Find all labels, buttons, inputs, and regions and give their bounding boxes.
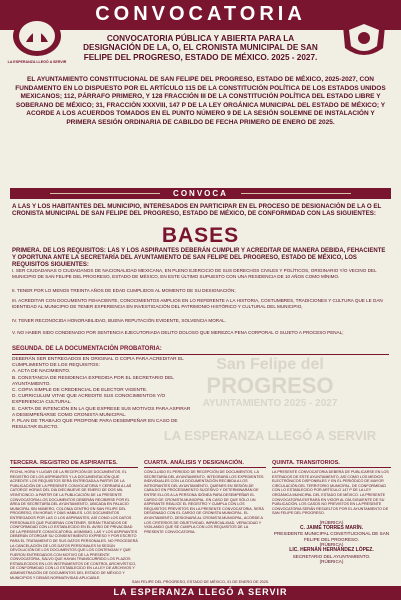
requisito-item: III. ACREDITAR CON DOCUMENTO FEHACIENTE, CONOCIMIENTOS AMPLIOS EN LO REFERENTE A LA HISTORIA, COSTUMBRES, TRADICIONES Y CULTURA QUE LE DAN IDENTIDAD AL MUNICIPIO DE TENER EXPERIENCIA EN INVESTIGACIÓN DEL PATRIMONIO HISTÓRICO Y CULTURAL DEL MUNICIPIO,: [12, 298, 383, 309]
signer-name: LIC. HERNÁN HERNÁNDEZ LÓPEZ.: [289, 546, 374, 553]
bases-columns: [10, 460, 391, 580]
signature-block: [272, 520, 391, 565]
tercera-column: [10, 460, 138, 578]
convoca-label: CONVOCA: [173, 189, 228, 198]
documento-item: B. CONSTANCIA DE RESIDENCIA EXPEDIDA POR EL SECRETARIO DEL AYUNTAMIENTO.: [12, 375, 174, 387]
municipal-logo: [6, 14, 68, 64]
rubrica: (RÚBRICA): [319, 542, 344, 548]
footer-date: SAN FELIPE DEL PROGRESO, ESTADO DE MÉXICO, 01 DE ENERO DE 2025.: [131, 580, 270, 584]
documentos-list: [12, 357, 192, 431]
segunda-title: SEGUNDA. DE LA DOCUMENTACIÓN PROBATORIA:: [12, 346, 162, 352]
primera-base: PRIMERA. DE LOS REQUISITOS: LAS Y LOS ASPIRANTES DEBERÁN CUMPLIR Y ACREDITAR DE MANERA DEBIDA, FEHACIENTE Y OPORTUNA ANTE LA SECRETARÍA DEL AYUNTAMIENTO DE SAN FELIPE DEL PROGRESO, ESTADO DE MÉXICO, LOS REQUISITOS SIGUIENTES:: [12, 248, 386, 269]
documento-item: E. CARTA DE INTENCIÓN EN LA QUE EXPRESE SUS MOTIVOS PARA ASPIRAR A DESEMPEÑARSE COMO CRONISTA MUNICIPAL.: [12, 406, 191, 418]
requisito-item: V. NO HABER SIDO CONDENADO POR SENTENCIA EJECUTORIADA DELITO DOLOSO QUE MEREZCA PENA CORPORAL O SUJETO A PROCESO PENAL;: [12, 330, 344, 335]
page-title: CONVOCATORIA: [95, 3, 306, 25]
logo-caption: LA ESPERANZA LLEGÓ A SERVIR: [7, 60, 67, 64]
watermark: San Felipe del PROGRESO AYUNTAMIENTO 2025 - 2027 LA ESPERANZA LLEGÓ A SERVIR: [163, 356, 377, 443]
tercera-title: TERCERA. REGISTRO DE ASPIRANTES.: [10, 460, 138, 468]
cuarta-text: CONCLUIDO EL PERIODO DE RECEPCIÓN DE DOCUMENTOS, LA SECRETARÍA DEL AYUNTAMIENTO, INTEGRARÁ LOS EXPEDIENTES INDIVIDUALES CON LA DOCUMENTACIÓN RECIBIDA A LOS INTEGRANTES DEL AYUNTAMIENTO, QUIENES EN SESIÓN DE CABILDO EN PROCEDIMIENTO SUCESIVO Y DETERMINARÁN DE ENTRE ELLOS A LA PERSONA IDÓNEA PARA DESEMPEÑAR EL CARGO DE CRONISTA MUNICIPAL. EN CASO DE QUE SÓLO UN ASPIRANTE REALICE EL REGISTRO Y CUMPLA CON LOS REQUISITOS PREVISTOS EN LA PRESENTE CONVOCATORIA, SERÁ DESIGNADO CON EL CARGO DE CRONISTA MUNICIPAL. EL AYUNTAMIENTO, DESIGNARÁ AL CRONISTA MUNICIPAL, ACORDE A LOS CRITERIOS DE OBJETIVIDAD, IMPARCIALIDAD, VERACIDAD Y VIGILANDO QUE SE CUMPLA CON LOS REQUISITOS DE LA PRESENTE CONVOCATORIA.: [144, 470, 264, 534]
cuarta-column: [144, 460, 266, 578]
tercera-text: FECHA, HORA Y LUGAR DE LA RECEPCIÓN DE DOCUMENTOS. EL REGISTRO DE LOS ASPIRANTES Y LA DOCUMENTACIÓN QUE ACREDITE LOS REQUISITOS SERÁ ENTREGADA A PARTIR DE LA PUBLICACIÓN DE LA PRESENTE CONVOCATORIA Y CERRARÁ A LAS CATORCE HORAS DEL DÍA DIECINUEVE DE ENERO DE DOS MIL VEINTICINCO. A PARTIR DE LA PUBLICACIÓN DE LA PRESENTE CONVOCATORIA LOS DOCUMENTOS DEBERÁN RECIBIRSE POR EL ÁREA DE SECRETARÍA DEL AYUNTAMIENTO, UBICADA EN PALACIO MUNICIPAL SIN NÚMERO, COLONIA CENTRO EN SAN FELIPE DEL PROGRESO, EN HORAS Y DÍAS HÁBILES. LOS DOCUMENTOS ENTREGADOS POR LAS O LOS ASPIRANTES, ASÍ COMO LOS DATOS PERSONALES QUE PUDIERAN CONTENER, SERÁN TRATADOS DE CONFORMIDAD CON LO ESTABLECIDO EN EL AVISO DE PRIVACIDAD DE LA PRESENTE CONVOCATORIA. ASIMISMO, LAS Y LOS ASPIRANTES DEBERÁN OTORGAR SU CONSENTIMIENTO EXPRESO Y POR ESCRITO PARA EL TRATAMIENTO DE SUS DATOS PERSONALES. NO PROCEDERÁ LA CANCELACIÓN DE LOS DATOS PERSONALES NI SEGÚN DEVOLUCIÓN DE LOS DOCUMENTOS QUE LOS CONTENGAN Y QUE FUERON ENTREGADOS CON MOTIVO DE LA PRESENTE CONVOCATORIA, SALVO QUE HAYAN TRANSCURRIDO LOS PLAZOS ESTABLECIDOS EN LOS INSTRUMENTOS DE CONTROL ARCHIVÍSTICO, DE CONFORMIDAD CON LO ESTABLECIDO EN LA LEY DE ARCHIVOS Y ADMINISTRACIÓN DE DOCUMENTOS DEL ESTADO DE MÉXICO Y MUNICIPIOS Y DEMÁS NORMATIVIDAD APLICABLE.: [10, 470, 138, 580]
convoca-bar: [10, 188, 391, 199]
quinta-title: QUINTA. TRANSITORIOS.: [272, 460, 391, 468]
signer-role: SECRETARIO DEL AYUNTAMIENTO.: [292, 553, 371, 559]
documento-item: C. COPIA SIMPLE DE CREDENCIAL DE ELECTOR VIGENTE.: [12, 388, 148, 394]
requisito-item: I. SER CIUDADANAS O CIUDADANOS DE NACIONALIDAD MEXICANA, EN PLENO EJERCICIO DE SUS DERECHOS CIVILES Y POLÍTICOS, ORIGINARIO Y/O VECINO DEL MUNICIPIO DE SAN FELIPE DEL PROGRESO, ESTADO DE MÉXICO, EN ESTE ÚLTIMO SUPUESTO CON UNA RESIDENCIA DE 10 AÑOS COMO MÍNIMO.: [12, 268, 377, 279]
rubrica: (RÚBRICA): [319, 519, 344, 525]
divider: [12, 354, 389, 355]
requisito-item: IV. TENER RECONOCIDA HONORABILIDAD, BUENA REPUTACIÓN EVIDENTE, SOLVENCIA MORAL.: [12, 318, 226, 323]
documento-item: F. PLAN DE TRABAJO QUE PROPONE PARA DESEMPEÑAR EN CASO DE RESULTAR ELECTO.: [12, 419, 178, 431]
signer-role: PRESIDENTE MUNICIPAL CONSTITUCIONAL DE SAN FELIPE DEL PROGRESO.: [273, 531, 390, 542]
quinta-column: [272, 460, 391, 578]
segunda-intro: DEBERÁN SER ENTREGADOS EN ORIGINAL O COPIA PARA ACREDITAR EL CUMPLIMIENTO DE LOS REQUISITOS:: [12, 357, 184, 369]
signer-name: C. JAIME TORRES MARÍN.: [300, 524, 363, 531]
footer-slogan: LA ESPERANZA LLEGÓ A SERVIR: [113, 587, 288, 597]
coat-of-arms-logo: [333, 14, 395, 64]
cuarta-title: CUARTA. ANÁLISIS Y DESIGNACIÓN.: [144, 460, 266, 468]
intro-paragraph: EL AYUNTAMIENTO CONSTITUCIONAL DE SAN FELIPE DEL PROGRESO, ESTADO DE MÉXICO, 2025-2027, CON FUNDAMENTO EN LO DISPUESTO POR EL ARTÍCULO 115 DE LA CONSTITUCIÓN POLÍTICA DE LOS ESTADOS UNIDOS MEXICANOS; 112, PÁRRAFO PRIMERO, Y 128 FRACCIÓN III DE LA CONSTITUCIÓN POLÍTICA DEL ESTADO LIBRE Y SOBERANO DE MÉXICO; 31, FRACCIÓN XXXVIII, 147 P DE LA LEY ORGÁNICA MUNICIPAL DEL ESTADO DE MÉXICO; Y ACORDE A LOS ACUERDOS TOMADOS EN EL PUNTO NÚMERO 9 DE LA SESIÓN SOLEMNE DE INSTALACIÓN Y PRIMERA SESIÓN ORDINARIA DE CABILDO DE FECHA PRIMERO DE ENERO DE 2025.: [15, 76, 386, 126]
documento-item: A. ACTA DE NACIMIENTO.: [12, 369, 71, 375]
documento-item: D. CURRICULUM VITAE QUE ACREDITE SUS CONOCIMIENTOS Y/O EXPERIENCIA CULTURAL.: [12, 394, 166, 406]
bases-title: BASES: [161, 224, 240, 247]
quinta-text: LA PRESENTE CONVOCATORIA DEBERÁ DE PUBLICARSE EN LOS ESTRADOS DE ESTE AYUNTAMIENTO, ASÍ COMO LOS MEDIOS ELECTRÓNICOS DISPONIBLES Y EN EL PERIÓDICO DE MAYOR CIRCULACIÓN DEL TERRITORIO MUNICIPAL, DE CONFORMIDAD CON LO ESTABLECIDO POR ARTÍCULO 147 P DE LA LEY ORGÁNICA MUNICIPAL DEL ESTADO DE MÉXICO. LA PRESENTE CONVOCATORIA ENTRARÁ EN VIGOR AL DÍA SIGUIENTE DE SU PUBLICACIÓN. LOS CASOS NO PREVISTOS EN LA PRESENTE CONVOCATORIA SERÁN RESUELTOS POR EL AYUNTAMIENTO DE SAN FELIPE DEL PROGRESO.: [272, 470, 389, 516]
requisito-item: II. TENER POR LO MENOS TREINTA AÑOS DE EDAD CUMPLIDOS AL MOMENTO DE SU DESIGNACIÓN;: [12, 288, 236, 293]
footer-bar: [0, 586, 401, 600]
rubrica: (RÚBRICA): [319, 559, 344, 565]
convoca-text: A LAS Y LOS HABITANTES DEL MUNICIPIO, INTERESADOS EN PARTICIPAR EN EL PROCESO DE DESIGNACIÓN DE LA O EL CRONISTA MUNICIPAL DE SAN FELIPE DEL PROGRESO, ESTADO DE MÉXICO, DE CONFORMIDAD CON LAS SIGUIENTES:: [12, 203, 382, 218]
convocatoria-subtitle: CONVOCATORIA PÚBLICA Y ABIERTA PARA LA DESIGNACIÓN DE LA, O, EL CRONISTA MUNICIPAL DE SAN FELIPE DEL PROGRESO, ESTADO DE MÉXICO. 2025 - 2027.: [83, 34, 318, 62]
